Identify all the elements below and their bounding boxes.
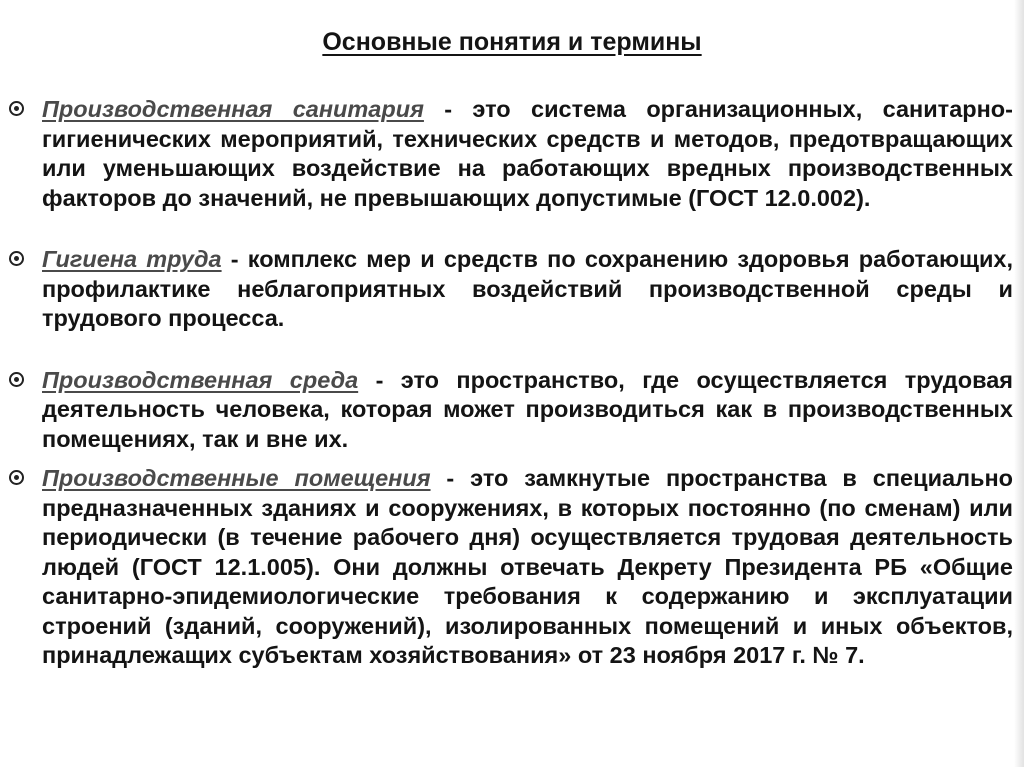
term-name: Производственная среда: [42, 366, 359, 393]
term-name: Гигиена труда: [42, 246, 222, 272]
term-name: Производственные помещения: [42, 465, 431, 491]
term-item-labor-hygiene: [8, 245, 1013, 334]
term-definition: - это система организационных, санитарно-гигиенических мероприятий, технических средств и методов, предотвращающих или уменьшающих воздействие на работающих вредных производственных факторов до значений, не превышающих допустимые (ГОСТ 12.0.002).: [42, 96, 1013, 211]
term-item-production-premises: [8, 464, 1013, 671]
circle-bullet-icon: [9, 470, 24, 485]
term-definition: - это пространство, где осуществляется трудовая деятельность человека, которая может производиться как в производственных помещениях, так и вне их.: [42, 366, 1013, 452]
term-list: [8, 95, 1013, 671]
circle-bullet-icon: [9, 101, 24, 116]
term-name: Производственная санитария: [42, 96, 424, 122]
term-item-production-environment: [8, 366, 1013, 455]
slide-edge-shadow: [1014, 0, 1024, 767]
term-definition: - это замкнутые пространства в специально предназначенных зданиях и сооружениях, в которых постоянно (по сменам) или периодически (в течение рабочего дня) осуществляется трудовая деятельность людей (ГОСТ 12.1.005). Они должны отвечать Декрету Президента РБ «Общие санитарно-эпидемиологические требования к содержанию и эксплуатации строений (зданий, сооружений), изолированных помещений и иных объектов, принадлежащих субъектам хозяйствования» от 23 ноября 2017 г. № 7.: [42, 465, 1014, 668]
circle-bullet-icon: [9, 372, 24, 387]
slide-title: Основные понятия и термины: [322, 28, 702, 56]
term-item-production-sanitation: [8, 95, 1013, 213]
circle-bullet-icon: [9, 251, 24, 266]
term-definition: - комплекс мер и средств по сохранению здоровья работающих, профилактике неблагоприятных воздействий производственной среды и трудового процесса.: [42, 246, 1013, 331]
